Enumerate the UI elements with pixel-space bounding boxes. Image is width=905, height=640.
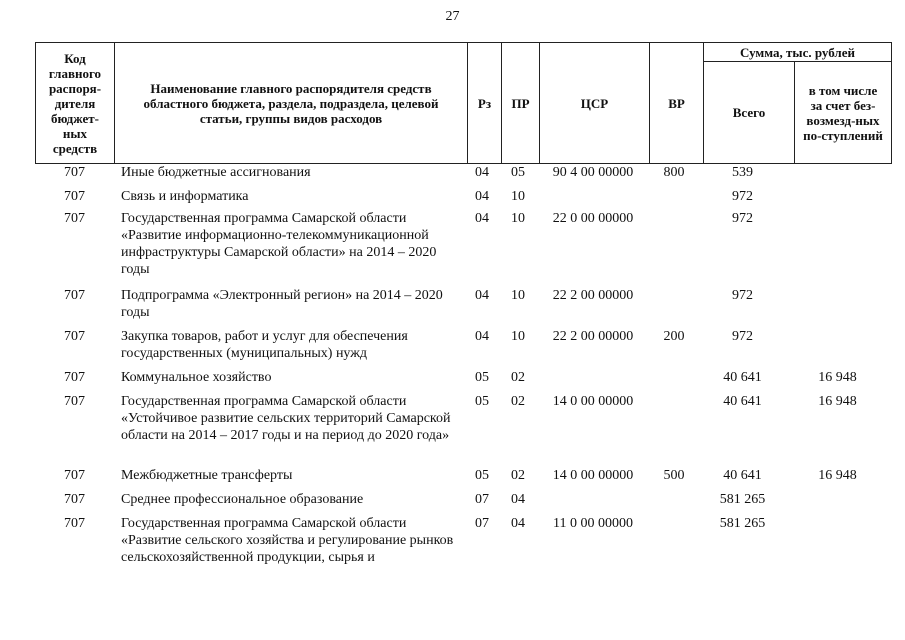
header-free: в том числе за счет без-возмезд-ных по-ступлений bbox=[794, 61, 892, 164]
cell-name: Подпрограмма «Электронный регион» на 2014 – 2020 годы bbox=[121, 288, 443, 320]
cell-csr: 22 2 00 00000 bbox=[552, 329, 634, 344]
cell-pr: 10 bbox=[511, 329, 525, 344]
table-row bbox=[35, 467, 892, 491]
cell-total: 581 265 bbox=[719, 492, 766, 507]
cell-total: 972 bbox=[732, 329, 753, 344]
cell-pr: 10 bbox=[511, 211, 525, 226]
cell-kod: 707 bbox=[64, 288, 85, 303]
cell-csr: 22 0 00 00000 bbox=[552, 211, 634, 226]
cell-kod: 707 bbox=[64, 492, 85, 507]
table-row bbox=[35, 287, 892, 328]
cell-csr: 22 2 00 00000 bbox=[552, 288, 634, 303]
cell-kod: 707 bbox=[64, 189, 85, 204]
cell-total: 40 641 bbox=[723, 370, 762, 385]
header-sum: Сумма, тыс. рублей bbox=[703, 42, 892, 62]
cell-csr: 14 0 00 00000 bbox=[552, 468, 634, 483]
cell-rz: 05 bbox=[475, 370, 489, 385]
cell-kod: 707 bbox=[64, 516, 85, 531]
cell-vr: 500 bbox=[663, 468, 685, 483]
table-row bbox=[35, 393, 892, 467]
cell-rz: 05 bbox=[475, 468, 489, 483]
cell-name: Иные бюджетные ассигнования bbox=[121, 165, 311, 180]
cell-rz: 07 bbox=[475, 492, 489, 507]
cell-total: 972 bbox=[732, 211, 753, 226]
cell-kod: 707 bbox=[64, 370, 85, 385]
cell-name: Межбюджетные трансферты bbox=[121, 468, 293, 483]
cell-total: 972 bbox=[732, 189, 753, 204]
cell-pr: 10 bbox=[511, 288, 525, 303]
header-name: Наименование главного распорядителя средств областного бюджета, раздела, подраздела, целевой статьи, группы видов расходов bbox=[114, 42, 468, 164]
cell-rz: 04 bbox=[475, 329, 489, 344]
cell-rz: 04 bbox=[475, 189, 489, 204]
cell-pr: 02 bbox=[511, 394, 525, 409]
cell-pr: 05 bbox=[511, 165, 525, 180]
cell-name: Связь и информатика bbox=[121, 189, 249, 204]
cell-pr: 04 bbox=[511, 516, 525, 531]
cell-name: Государственная программа Самарской области «Развитие информационно-телекоммуникационной инфраструктуры Самарской области» на 2014 – 2020 годы bbox=[121, 211, 437, 277]
table-row bbox=[35, 328, 892, 369]
cell-rz: 07 bbox=[475, 516, 489, 531]
header-vr: ВР bbox=[649, 42, 704, 164]
table-row bbox=[35, 515, 892, 571]
cell-free: 16 948 bbox=[818, 468, 857, 483]
header-pr: ПР bbox=[501, 42, 540, 164]
cell-pr: 04 bbox=[511, 492, 525, 507]
table-body bbox=[35, 164, 892, 571]
cell-rz: 04 bbox=[475, 288, 489, 303]
table-row bbox=[35, 210, 892, 287]
cell-free: 16 948 bbox=[818, 394, 857, 409]
cell-name: Закупка товаров, работ и услуг для обеспечения государственных (муниципальных) нужд bbox=[121, 329, 408, 361]
cell-pr: 02 bbox=[511, 370, 525, 385]
cell-free: 16 948 bbox=[818, 370, 857, 385]
header-csr: ЦСР bbox=[539, 42, 650, 164]
header-rz: Рз bbox=[467, 42, 502, 164]
cell-pr: 02 bbox=[511, 468, 525, 483]
cell-csr: 11 0 00 00000 bbox=[553, 516, 633, 531]
cell-kod: 707 bbox=[64, 394, 85, 409]
table-row bbox=[35, 369, 892, 393]
header-kod: Код главного распоря-дителя бюджет-ных средств bbox=[35, 42, 115, 164]
cell-name: Среднее профессиональное образование bbox=[121, 492, 364, 507]
cell-rz: 04 bbox=[475, 211, 489, 226]
header-total: Всего bbox=[703, 61, 795, 164]
cell-vr: 200 bbox=[663, 329, 685, 344]
cell-total: 972 bbox=[732, 288, 753, 303]
table-row bbox=[35, 188, 892, 210]
cell-name: Коммунальное хозяйство bbox=[121, 370, 272, 385]
cell-rz: 05 bbox=[475, 394, 489, 409]
cell-pr: 10 bbox=[511, 189, 525, 204]
cell-total: 40 641 bbox=[723, 394, 762, 409]
cell-total: 581 265 bbox=[719, 516, 766, 531]
cell-name: Государственная программа Самарской области «Устойчивое развитие сельских территорий Самарской области на 2014 – 2017 годы и на период до 2020 года» bbox=[121, 394, 451, 443]
cell-vr: 800 bbox=[663, 165, 685, 180]
table-row bbox=[35, 491, 892, 515]
cell-kod: 707 bbox=[64, 165, 85, 180]
cell-kod: 707 bbox=[64, 211, 85, 226]
cell-csr: 14 0 00 00000 bbox=[552, 394, 634, 409]
cell-kod: 707 bbox=[64, 468, 85, 483]
cell-total: 40 641 bbox=[723, 468, 762, 483]
cell-csr: 90 4 00 00000 bbox=[552, 165, 634, 180]
cell-kod: 707 bbox=[64, 329, 85, 344]
page-number: 27 bbox=[445, 9, 460, 24]
cell-name: Государственная программа Самарской области «Развитие сельского хозяйства и регулирование рынков сельскохозяйственной продукции, сырья и bbox=[121, 516, 454, 565]
cell-total: 539 bbox=[732, 165, 753, 180]
table-row bbox=[35, 164, 892, 188]
cell-rz: 04 bbox=[475, 165, 489, 180]
